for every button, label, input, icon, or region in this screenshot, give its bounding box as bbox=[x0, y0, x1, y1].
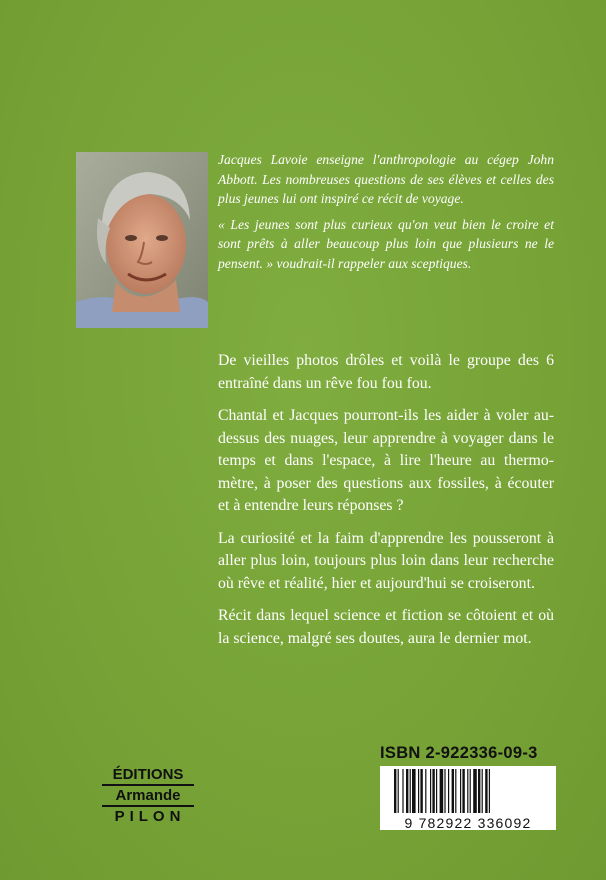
barcode-bar bbox=[418, 769, 419, 813]
author-bio-paragraph: Jacques Lavoie enseigne l'anthropologie au cégep John Abbott. Les nombreuses questions de ses élèves et celles des plus jeunes lui ont inspiré ce récit de voyage. bbox=[218, 152, 554, 206]
barcode-bars bbox=[380, 766, 556, 816]
blurb-paragraph-1: De vieilles photos drôles et voilà le groupe des 6 entraîné dans un rêve fou fou fou. bbox=[218, 352, 554, 392]
book-blurb bbox=[218, 350, 554, 660]
barcode-bar bbox=[402, 769, 403, 813]
barcode-bar bbox=[420, 769, 422, 813]
barcode-digits: 9 782922 336092 bbox=[404, 815, 532, 831]
barcode-bar bbox=[467, 769, 468, 813]
barcode-bar bbox=[485, 769, 487, 813]
barcode-bar bbox=[452, 769, 454, 813]
author-portrait-image bbox=[76, 152, 208, 328]
barcode-bar bbox=[460, 769, 461, 813]
barcode-bar bbox=[462, 769, 464, 813]
barcode-bar bbox=[478, 769, 480, 813]
publisher-line-3: PILON bbox=[114, 808, 186, 825]
barcode-bar bbox=[432, 769, 434, 813]
barcode-bar bbox=[410, 769, 411, 813]
blurb-paragraph-3: La curiosité et la faim d'apprendre les pousseront à aller plus loin, toujours plus loin dans leur recherche où rêve et réalité, hier et aujourd'hui se croiseront. bbox=[218, 529, 554, 592]
barcode-bar bbox=[489, 769, 490, 813]
barcode-bar bbox=[398, 769, 399, 813]
blurb-paragraph-4: Récit dans lequel science et fiction se côtoient et où la science, malgré ses doutes, aura le dernier mot. bbox=[218, 607, 554, 647]
isbn-label: ISBN 2-922336-09-3 bbox=[380, 744, 538, 762]
publisher-line-2: Armande bbox=[115, 787, 181, 804]
blurb-paragraph-2: Chantal et Jacques pourront-ils les aider à voler au-dessus des nuages, leur apprendre à voyager dans le temps et dans l'espace, à lire l'heure au thermo-mètre, à poser des questions aux fossiles, à écouter et à entendre leurs réponses ? bbox=[218, 407, 554, 514]
barcode-bar bbox=[444, 769, 445, 813]
barcode-bar bbox=[455, 769, 456, 813]
publisher-line-1: ÉDITIONS bbox=[112, 766, 184, 783]
author-bio bbox=[218, 150, 554, 277]
barcode-bar bbox=[473, 769, 477, 813]
author-quote: « Les jeunes sont plus curieux qu'on veut bien le croire et sont prêts à aller beaucoup plus loin que plusieurs ne le pensent. » voudrait-il rappeler aux sceptiques. bbox=[218, 216, 554, 271]
author-photo bbox=[76, 152, 208, 328]
barcode-bar bbox=[412, 769, 416, 813]
publisher-logo bbox=[102, 765, 194, 826]
barcode-bar bbox=[440, 769, 444, 813]
barcode bbox=[380, 766, 556, 830]
barcode-bar bbox=[470, 769, 471, 813]
barcode-bar bbox=[448, 769, 449, 813]
barcode-bar bbox=[425, 769, 426, 813]
barcode-bar bbox=[482, 769, 483, 813]
barcode-bar bbox=[406, 769, 408, 813]
barcode-bar bbox=[394, 769, 396, 813]
barcode-bar bbox=[436, 769, 437, 813]
barcode-bar bbox=[430, 769, 431, 813]
